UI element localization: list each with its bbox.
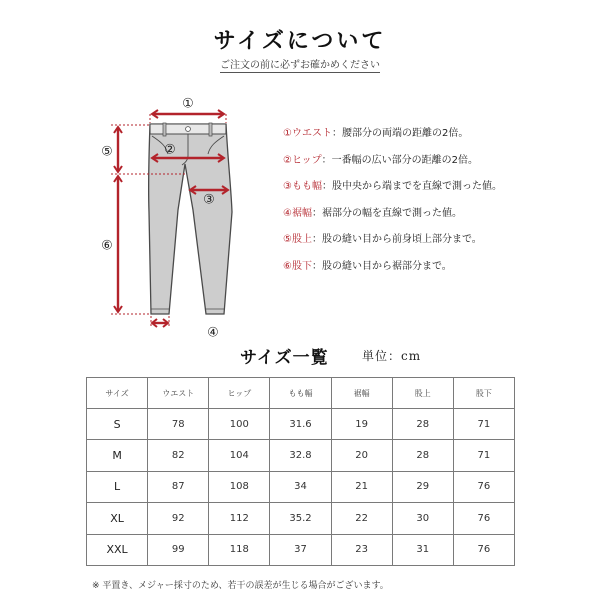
size-value-cell: 23	[331, 534, 392, 565]
belt-loop	[209, 123, 212, 136]
size-value-cell: 76	[453, 503, 514, 534]
size-value-cell: 31	[392, 534, 453, 565]
marker-label: ④	[207, 325, 219, 341]
jeans-illustration	[149, 123, 232, 314]
size-value-cell: 99	[148, 534, 209, 565]
definition-label: ⑤股上	[283, 234, 312, 245]
jeans-diagram	[95, 92, 275, 350]
size-value-cell: 32.8	[270, 440, 331, 471]
size-value-cell: 104	[209, 440, 270, 471]
definition-text: ：一番幅の広い部分の距離の2倍。	[321, 154, 479, 166]
size-value-cell: 22	[331, 503, 392, 534]
marker-label: ⑥	[101, 238, 113, 254]
size-label-cell: M	[87, 440, 148, 471]
definition-item	[283, 259, 583, 286]
size-value-cell: 37	[270, 534, 331, 565]
size-value-cell: 87	[148, 471, 209, 502]
size-value-cell: 28	[392, 440, 453, 471]
measurement-definitions	[283, 126, 583, 285]
size-label-cell: L	[87, 471, 148, 502]
jeans-button	[186, 127, 191, 132]
jeans-shape	[149, 124, 232, 314]
definition-label: ①ウエスト	[283, 128, 332, 139]
size-table-row	[87, 440, 515, 471]
definition-item	[283, 153, 583, 180]
size-label-cell: XL	[87, 503, 148, 534]
belt-loop	[163, 123, 166, 136]
size-table-header: 裾幅	[331, 378, 392, 409]
size-value-cell: 19	[331, 409, 392, 440]
marker-label: ①	[182, 96, 194, 112]
size-value-cell: 118	[209, 534, 270, 565]
size-value-cell: 78	[148, 409, 209, 440]
subtitle-text: ご注文の前に必ずお確かめください	[220, 60, 380, 71]
size-value-cell: 71	[453, 409, 514, 440]
size-table-unit: 単位：cm	[362, 349, 422, 363]
size-value-cell: 20	[331, 440, 392, 471]
definition-text: ：股の縫い目から裾部分まで。	[311, 260, 452, 272]
size-value-cell: 21	[331, 471, 392, 502]
page-subtitle	[0, 56, 600, 71]
size-value-cell: 71	[453, 440, 514, 471]
size-table-row	[87, 409, 515, 440]
size-value-cell: 28	[392, 409, 453, 440]
size-value-cell: 76	[453, 534, 514, 565]
definition-text: ：股の縫い目から前身頃上部分まで。	[311, 234, 482, 245]
size-table-row	[87, 471, 515, 502]
size-value-cell: 31.6	[270, 409, 331, 440]
definition-text: ：裾部分の幅を直線で測った値。	[311, 207, 462, 219]
size-table-header: もも幅	[270, 378, 331, 409]
definition-text: ：股中央から端までを直線で測った値。	[321, 181, 502, 192]
definition-item	[283, 126, 583, 153]
size-label-cell: XXL	[87, 534, 148, 565]
size-table-header: ウエスト	[148, 378, 209, 409]
size-table-row	[87, 503, 515, 534]
definition-label: ③もも幅	[283, 181, 322, 192]
size-value-cell: 76	[453, 471, 514, 502]
marker-label: ⑤	[101, 144, 113, 160]
size-value-cell: 108	[209, 471, 270, 502]
size-table-title: サイズ一覧	[240, 348, 329, 368]
definition-label: ④裾幅	[283, 207, 312, 219]
size-value-cell: 100	[209, 409, 270, 440]
size-value-cell: 29	[392, 471, 453, 502]
definition-item	[283, 179, 583, 206]
size-table-header: ヒップ	[209, 378, 270, 409]
definition-text: ：腰部分の両端の距離の2倍。	[331, 128, 469, 139]
size-table-header: 股上	[392, 378, 453, 409]
size-table	[86, 377, 515, 566]
size-value-cell: 92	[148, 503, 209, 534]
definition-label: ⑥股下	[283, 260, 312, 272]
size-table-header-row	[87, 378, 515, 409]
size-value-cell: 35.2	[270, 503, 331, 534]
definition-item	[283, 232, 583, 259]
marker-label: ②	[164, 142, 176, 158]
page-title: サイズについて	[213, 29, 387, 54]
marker-label: ③	[203, 192, 215, 208]
size-table-row	[87, 534, 515, 565]
measurement-note: ※ 平置き、メジャー採寸のため、若干の誤差が生じる場合がございます。	[92, 581, 389, 591]
size-table-header: 股下	[453, 378, 514, 409]
size-value-cell: 82	[148, 440, 209, 471]
size-value-cell: 30	[392, 503, 453, 534]
definition-item	[283, 206, 583, 233]
size-table-header: サイズ	[87, 378, 148, 409]
size-value-cell: 34	[270, 471, 331, 502]
size-label-cell: S	[87, 409, 148, 440]
definition-label: ②ヒップ	[283, 154, 322, 166]
size-value-cell: 112	[209, 503, 270, 534]
